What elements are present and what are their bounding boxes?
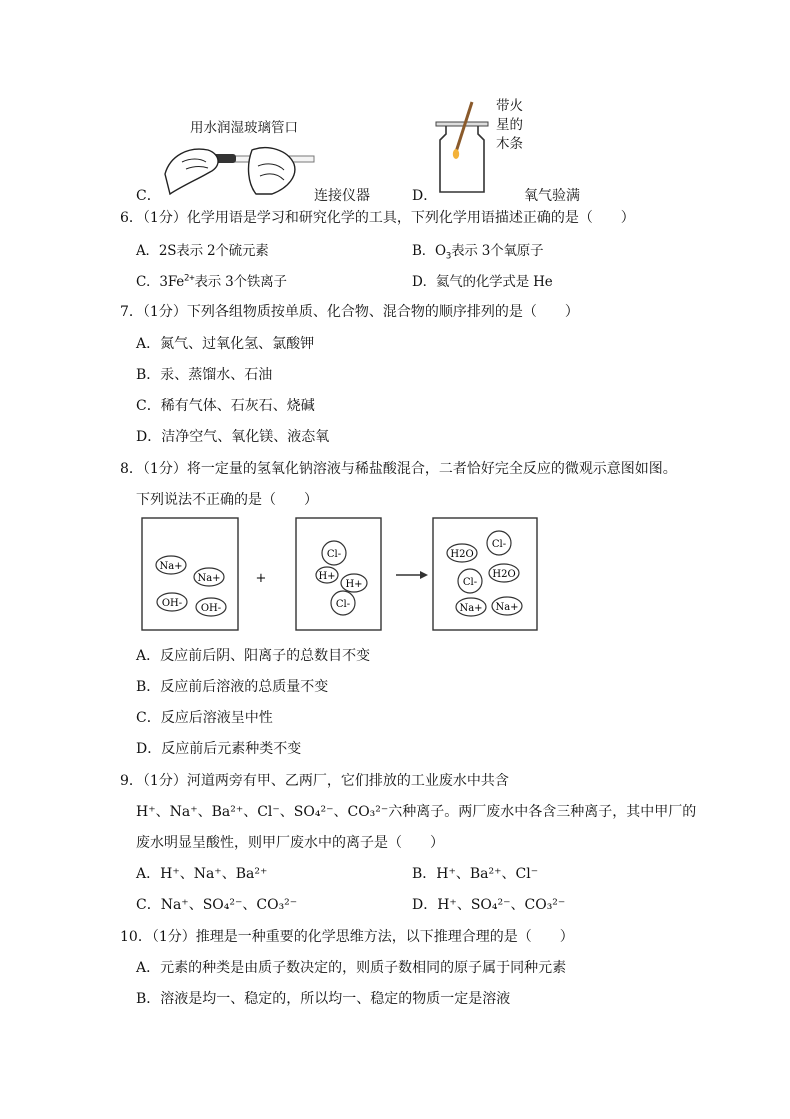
ion-label: Cl- (462, 577, 478, 588)
q7-stem: 7．（1分）下列各组物质按单质、化合物、混合物的顺序排列的是（ ） (120, 304, 579, 320)
ion-label: OH- (200, 603, 222, 614)
q9-stem-line3: 废水明显呈酸性，则甲厂废水中的离子是（ ） (136, 835, 444, 851)
q6-option-c: C．$3Fe^{2+}$表示 3个铁离子 (136, 273, 287, 290)
q8-option-c: C．反应后溶液呈中性 (136, 710, 273, 726)
q10-option-a: A．元素的种类是由质子数决定的，则质子数相同的原子属于同种元素 (136, 960, 567, 976)
ion-label: Cl- (335, 599, 351, 610)
c-caption: 连接仪器 (314, 188, 370, 204)
q7-option-b: B．汞、蒸馏水、石油 (136, 367, 273, 383)
plus-sign: + (255, 571, 267, 586)
q9-ions-line: H⁺、Na⁺、Ba²⁺、Cl⁻、SO₄²⁻、CO₃²⁻六种离子。两厂废水中各含三种离子，其中甲厂的 (136, 804, 697, 820)
option-c-letter: C． (136, 188, 161, 204)
ion-label: H+ (345, 579, 363, 590)
q8-option-a: A．反应前后阴、阳离子的总数目不变 (136, 648, 371, 664)
ion-label: OH- (161, 598, 183, 609)
ion-label: H2O (492, 569, 516, 580)
c-photo-label: 用水润湿玻璃管口 (190, 120, 298, 136)
ion-label: Cl- (326, 549, 342, 560)
ion-label: H2O (450, 549, 474, 560)
q9-option-b: B．H⁺、Ba²⁺、Cl⁻ (412, 866, 539, 882)
q10-option-b: B．溶液是均一、稳定的，所以均一、稳定的物质一定是溶液 (136, 991, 511, 1007)
ion-label: Cl- (491, 539, 507, 550)
q9-option-a: A．H⁺、Na⁺、Ba²⁺ (136, 866, 268, 882)
q8-stem-line2: 下列说法不正确的是（ ） (136, 492, 318, 508)
q6-option-b: B．$O_3$表示 3个氧原子 (412, 243, 544, 262)
q9-option-c: C．Na⁺、SO₄²⁻、CO₃²⁻ (136, 897, 298, 913)
q8-reaction-diagram (140, 516, 540, 634)
ion-label: Na+ (495, 602, 519, 613)
d-caption: 氧气验满 (524, 188, 580, 204)
q9-option-d: D．H⁺、SO₄²⁻、CO₃²⁻ (412, 897, 566, 913)
q8-box-after-reaction (433, 518, 537, 630)
q7-option-a: A．氮气、过氧化氢、氯酸钾 (136, 336, 315, 352)
q8-option-d: D．反应前后元素种类不变 (136, 741, 302, 757)
ion-label: H+ (318, 571, 336, 582)
q6-option-a: A．2S表示 2个硫元素 (136, 243, 269, 259)
ion-label: Na+ (159, 561, 183, 572)
d-gas-jar-illustration (432, 100, 494, 196)
q6-stem: 6．（1分）化学用语是学习和研究化学的工具，下列化学用语描述正确的是（ ） (120, 210, 635, 226)
ion-label: Na+ (197, 573, 221, 584)
c-hands-glass-tube-illustration (160, 136, 315, 198)
d-splint-label: 带火 星的 木条 (496, 98, 523, 152)
q10-stem: 10．（1分）推理是一种重要的化学思维方法，以下推理合理的是（ ） (120, 929, 574, 945)
q8-option-b: B．反应前后溶液的总质量不变 (136, 679, 329, 695)
q6-option-d: D．氦气的化学式是 He (412, 274, 553, 290)
option-d-letter: D． (412, 188, 438, 204)
ion-label: Na+ (459, 603, 483, 614)
q7-option-d: D．洁净空气、氧化镁、液态氧 (136, 429, 330, 445)
q7-option-c: C．稀有气体、石灰石、烧碱 (136, 398, 315, 414)
q8-stem-line1: 8．（1分）将一定量的氢氧化钠溶液与稀盐酸混合，二者恰好完全反应的微观示意图如图。 (120, 461, 677, 477)
q9-stem-line1: 9．（1分）河道两旁有甲、乙两厂，它们排放的工业废水中共含 (120, 773, 509, 789)
